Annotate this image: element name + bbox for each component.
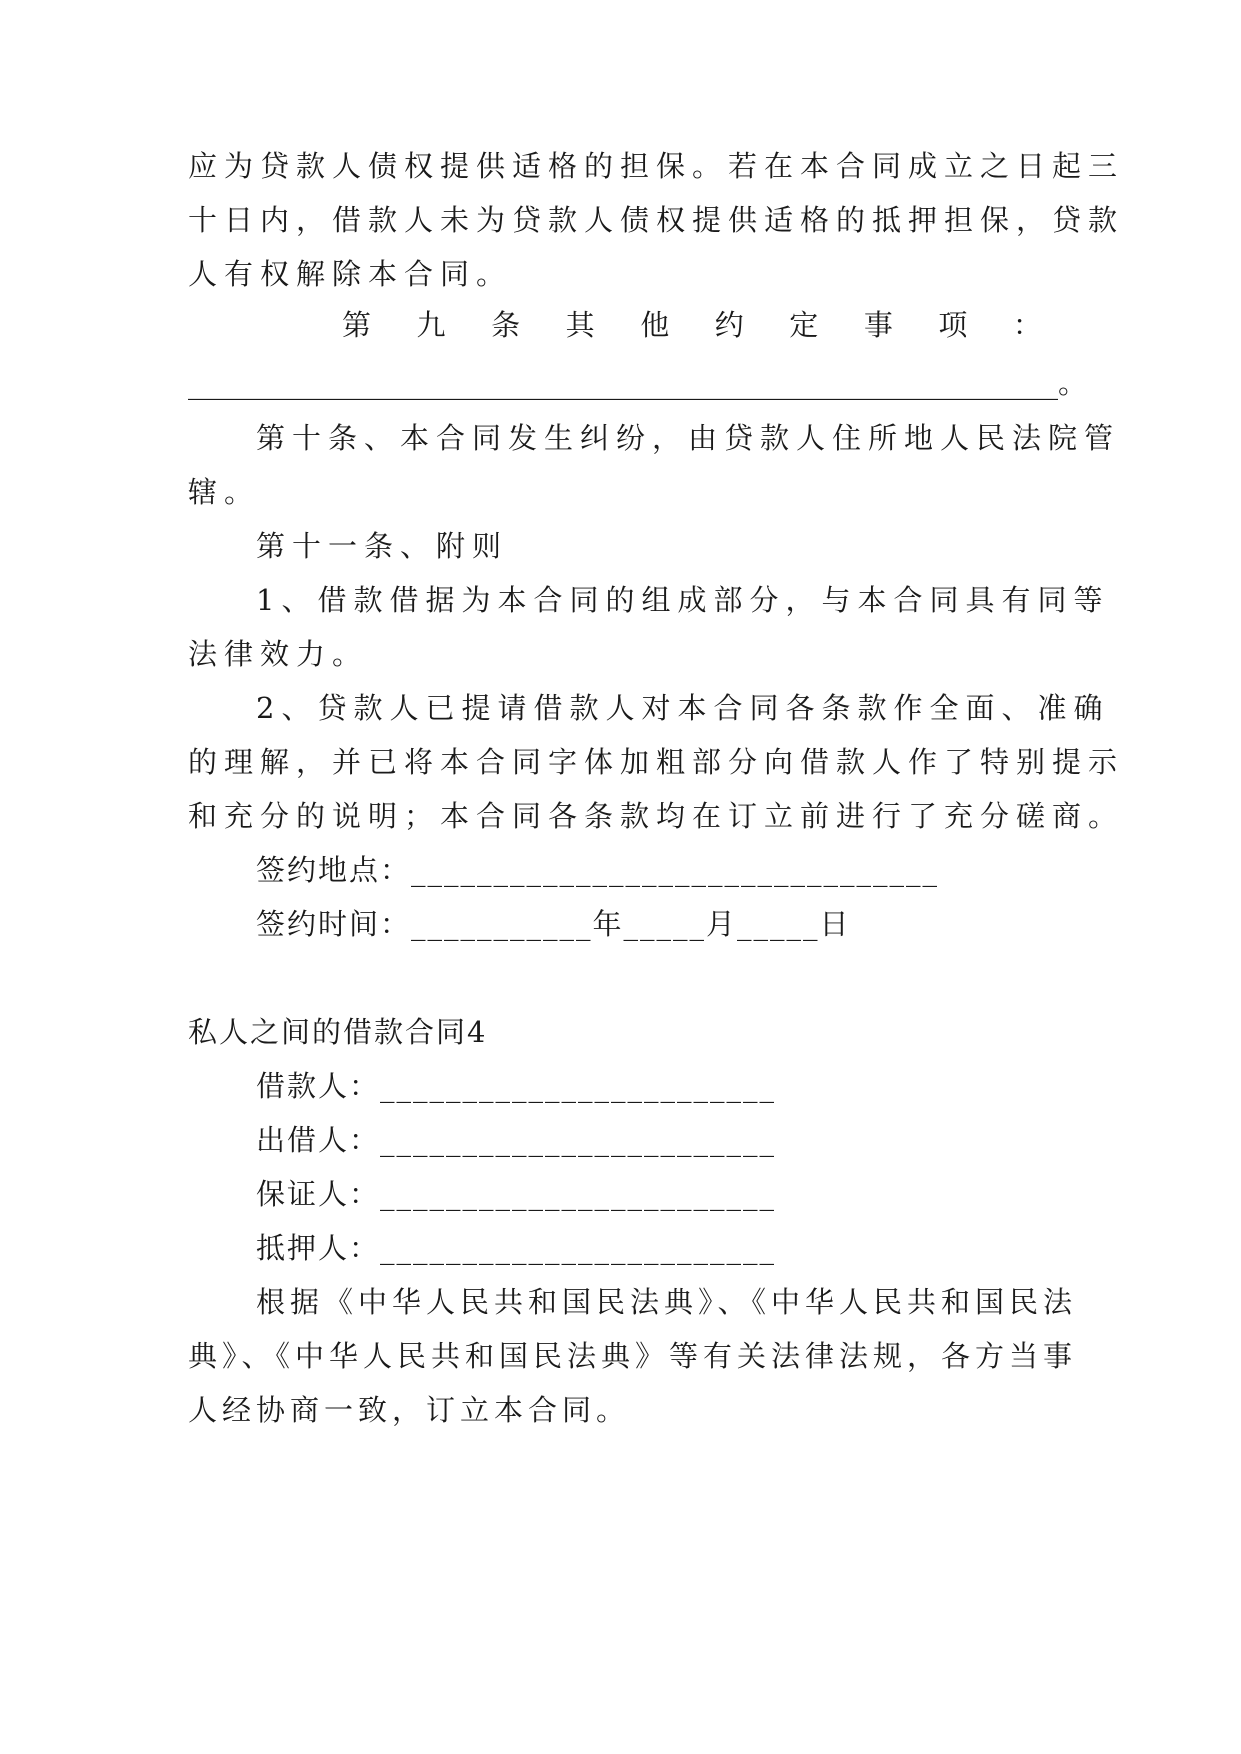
- intro-line: 根据《中华人民共和国民法典》、《中华人民共和国民法: [256, 1285, 1078, 1319]
- intro-line: 人经协商一致，订立本合同。: [188, 1393, 631, 1427]
- article-9-heading: 第 九 条 其 他 约 定 事 项 ：: [342, 308, 1042, 342]
- item-2-line: 2、贷款人已提请借款人对本合同各条款作全面、准确: [256, 691, 1110, 725]
- mortgagor-field: 抵押人：________________________: [256, 1231, 777, 1265]
- article-9-blank: ____________________________________________________________。: [188, 366, 1088, 400]
- borrower-field: 借款人：________________________: [256, 1069, 777, 1103]
- sign-place: 签约地点：________________________________: [256, 853, 940, 887]
- paragraph-line: 应为贷款人债权提供适格的担保。若在本合同成立之日起三: [188, 149, 1125, 183]
- article-10-line: 第十条、本合同发生纠纷，由贷款人住所地人民法院管: [256, 421, 1121, 455]
- intro-line: 典》、《中华人民共和国民法典》等有关法律法规，各方当事: [188, 1339, 1078, 1373]
- contract-4-title: 私人之间的借款合同4: [188, 1015, 488, 1049]
- paragraph-line: 人有权解除本合同。: [188, 257, 513, 291]
- item-2-line: 的理解，并已将本合同字体加粗部分向借款人作了特别提示: [188, 745, 1125, 779]
- sign-time: 签约时间：___________年_____月_____日: [256, 907, 851, 941]
- lender-field: 出借人：________________________: [256, 1123, 777, 1157]
- guarantor-field: 保证人：________________________: [256, 1177, 777, 1211]
- item-1-line: 1、借款借据为本合同的组成部分，与本合同具有同等: [256, 583, 1110, 617]
- item-1-line: 法律效力。: [188, 637, 369, 671]
- paragraph-line: 十日内，借款人未为贷款人债权提供适格的抵押担保，贷款: [188, 203, 1125, 237]
- article-11-title: 第十一条、附则: [256, 529, 509, 563]
- article-10-line: 辖。: [188, 475, 261, 509]
- item-2-line: 和充分的说明；本合同各条款均在订立前进行了充分磋商。: [188, 799, 1125, 833]
